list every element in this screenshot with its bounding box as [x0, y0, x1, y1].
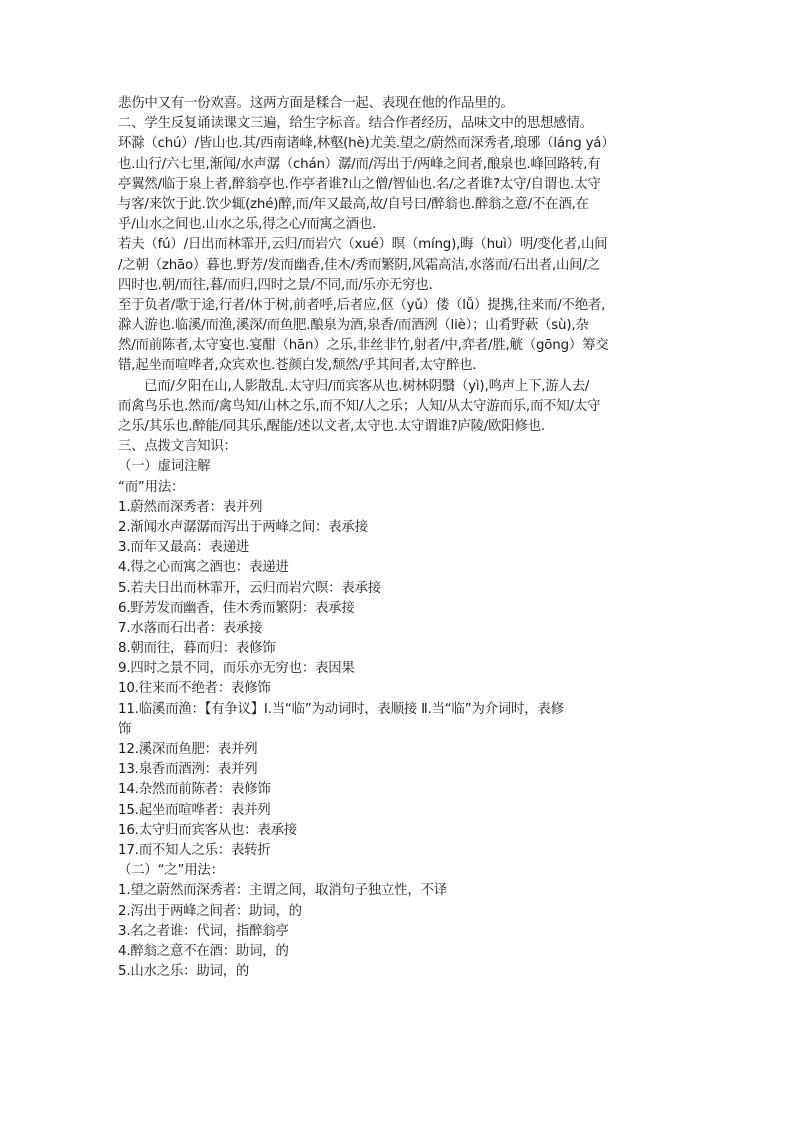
list-item: 4.醉翁之意不在酒：助词，的 [118, 943, 289, 959]
paragraph-line: 已而/夕阳在山,人影散乱.太守归/而宾客从也.树林阴翳（yì),鸣声上下,游人去/ [144, 378, 590, 394]
list-item: 15.起坐而喧哗者：表并列 [118, 802, 271, 818]
paragraph-line: 亭翼然/临于泉上者,醉翁亭也.作亭者谁?山之僧/智仙也.名/之者谁?太守/自谓也.太守 [118, 176, 601, 192]
intro-line: 悲伤中又有一份欢喜。这两方面是糅合一起、表现在他的作品里的。 [118, 96, 514, 111]
list-item: 10.往来而不绝者：表修饰 [118, 681, 271, 697]
list-item: 4.得之心而寓之酒也：表递进 [118, 560, 289, 576]
list-item: 7.水落而石出者：表承接 [118, 620, 263, 636]
list-item: 8.朝而往，暮而归：表修饰 [118, 641, 276, 657]
paragraph-line: 滁人游也.临溪/而渔,溪深/而鱼肥.酿泉为酒,泉香/而酒洌（liè）；山肴野蔌（sù),杂 [118, 318, 589, 334]
er-usage-title: “而”用法： [118, 479, 185, 495]
document-page [118, 94, 678, 982]
zhi-usage-list [118, 881, 678, 982]
list-item: 3.名之者谁：代词，指醉翁亭 [118, 923, 289, 939]
zhi-usage-title: （二）“之”用法： [118, 863, 224, 879]
list-item: 2.泻出于两峰之间者：助词，的 [118, 903, 302, 919]
paragraph-line: 与客/来饮于此.饮少辄(zhé)醉,而/年又最高,故/自号曰/醉翁也.醉翁之意/不在酒,在 [118, 196, 589, 212]
paragraph-line: 至于负者/歌于途,行者/休于树,前者呼,后者应,伛（yǔ）偻（lǚ）提携,往来而/不绝者, [118, 297, 606, 313]
list-item-continuation: 饰 [118, 721, 132, 737]
list-item: 6.野芳发而幽香，佳木秀而繁阴：表承接 [118, 600, 355, 616]
paragraph-line: 若夫（fú）/日出而林霏开,云归/而岩穴（xué）暝（míng),晦（huì）明/变化者,山间 [118, 237, 608, 253]
er-usage-list [118, 498, 678, 861]
paragraph-1 [118, 134, 678, 235]
paragraph-2 [118, 235, 678, 296]
subsection1-title: （一）虚词注解 [118, 459, 211, 475]
list-item: 1.蔚然而深秀者：表并列 [118, 499, 263, 515]
list-item: 5.若夫日出而林霏开，云归而岩穴暝：表承接 [118, 580, 381, 596]
list-item: 5.山水之乐：助词，的 [118, 964, 250, 980]
paragraph-line: 之乐/其乐也.醉能/同其乐,醒能/述以文者,太守也.太守谓谁?庐陵/欧阳修也. [118, 419, 545, 434]
paragraph-4 [118, 377, 678, 438]
paragraph-line: 四时也.朝/而往,暮/而归,四时之景/不同,而/乐亦无穷也. [118, 277, 433, 293]
paragraph-line: 而禽鸟乐也.然而/禽鸟知/山林之乐,而不知/人之乐；人知/从太守游而乐,而不知/太守 [118, 398, 601, 414]
paragraph-line: /之朝（zhāo）暮也.野芳/发而幽香,佳木/秀而繁阴,风霜高洁,水落而/石出者,山间/之 [118, 257, 600, 273]
paragraph-3 [118, 296, 678, 377]
list-item: 12.溪深而鱼肥：表并列 [118, 742, 258, 757]
paragraph-line: 环滁（chú）/皆山也.其/西南诸峰,林壑(hè)尤美.望之/蔚然而深秀者,琅琊（láng yá） [118, 136, 615, 152]
list-item: 3.而年又最高：表递进 [118, 540, 250, 556]
paragraph-line: 然/而前陈者,太守宴也.宴酣（hān）之乐,非丝非竹,射者/中,弈者/胜,觥（gōng）筹交 [118, 338, 609, 354]
paragraph-line: 错,起坐而喧哗者,众宾欢也.苍颜白发,颓然/乎其间者,太守醉也. [118, 358, 477, 374]
paragraph-line: 也.山行/六七里,渐闻/水声潺（chán）潺/而/泻出于/两峰之间者,酿泉也.峰回路转,有 [118, 156, 601, 172]
section2-title: 二、学生反复诵读课文三遍，给生字标音。结合作者经历，品味文中的思想感情。 [118, 116, 593, 132]
list-item: 9.四时之景不同，而乐亦无穷也：表因果 [118, 661, 355, 677]
list-item: 1.望之蔚然而深秀者：主谓之间，取消句子独立性，不译 [118, 883, 447, 899]
paragraph-line: 乎/山水之间也.山水之乐,得之心/而寓之酒也. [118, 217, 377, 233]
list-item: 17.而不知人之乐：表转折 [118, 842, 271, 858]
list-item: 16.太守归而宾客从也：表承接 [118, 822, 297, 838]
list-item: 2.渐闻水声潺潺而泻出于两峰之间：表承接 [118, 519, 368, 535]
list-item: 14.杂然而前陈者：表修饰 [118, 782, 271, 798]
section3-title: 三、点拨文言知识： [118, 439, 237, 455]
list-item: 11.临溪而渔：【有争议】Ⅰ.当“临”为动词时，表顺接 Ⅱ.当“临”为介词时，表修 [118, 701, 564, 717]
list-item: 13.泉香而酒洌：表并列 [118, 762, 258, 778]
